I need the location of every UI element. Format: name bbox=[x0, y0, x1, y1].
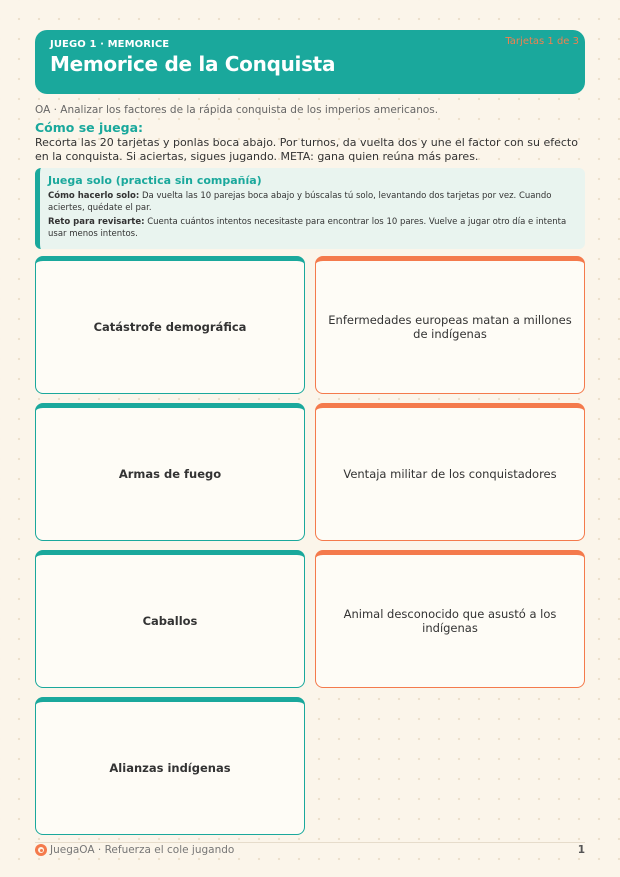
card-factor: Armas de fuego bbox=[35, 403, 305, 541]
card-factor: Catástrofe demográfica bbox=[35, 256, 305, 394]
learning-objective: OA · Analizar los factores de la rápida conquista de los imperios americanos. bbox=[35, 104, 439, 116]
footer-divider bbox=[35, 842, 585, 843]
page-number: 1 bbox=[577, 844, 585, 856]
card-factor: Alianzas indígenas bbox=[35, 697, 305, 835]
solo-play-box bbox=[35, 168, 585, 249]
header-banner bbox=[35, 30, 585, 94]
solo-challenge-label: Reto para revisarte: bbox=[48, 217, 145, 227]
card-set-label: Tarjetas 1 de 3 bbox=[505, 36, 579, 47]
page-title: Memorice de la Conquista bbox=[50, 52, 336, 76]
footer-brand: JuegaOA · Refuerza el cole jugando bbox=[50, 844, 235, 856]
solo-how-line bbox=[48, 190, 575, 214]
howto-text: Recorta las 20 tarjetas y ponlas boca abajo. Por turnos, da vuelta dos y une el factor con su efecto en la conquista. Si aciertas, sigues jugando. META: gana quien reúna más pares. bbox=[35, 136, 578, 163]
card-effect: Enfermedades europeas matan a millones de indígenas bbox=[315, 256, 585, 394]
solo-challenge-text: Cuenta cuántos intentos necesitaste para encontrar los 10 pares. Vuelve a jugar otro día e intenta usar menos intentos. bbox=[48, 217, 567, 239]
card-factor: Caballos bbox=[35, 550, 305, 688]
solo-heading: Juega solo (practica sin compañía) bbox=[48, 174, 262, 187]
brand-logo-icon bbox=[35, 844, 47, 856]
solo-how-text: Da vuelta las 10 parejas boca abajo y búscalas tú solo, levantando dos tarjetas por vez. Cuando aciertes, quédate el par. bbox=[48, 191, 552, 213]
game-kicker: JUEGO 1 · MEMORICE bbox=[50, 39, 170, 50]
howto-heading: Cómo se juega: bbox=[35, 120, 144, 135]
card-effect: Ventaja militar de los conquistadores bbox=[315, 403, 585, 541]
solo-how-label: Cómo hacerlo solo: bbox=[48, 191, 140, 201]
card-effect: Animal desconocido que asustó a los indígenas bbox=[315, 550, 585, 688]
solo-challenge-line bbox=[48, 216, 575, 240]
